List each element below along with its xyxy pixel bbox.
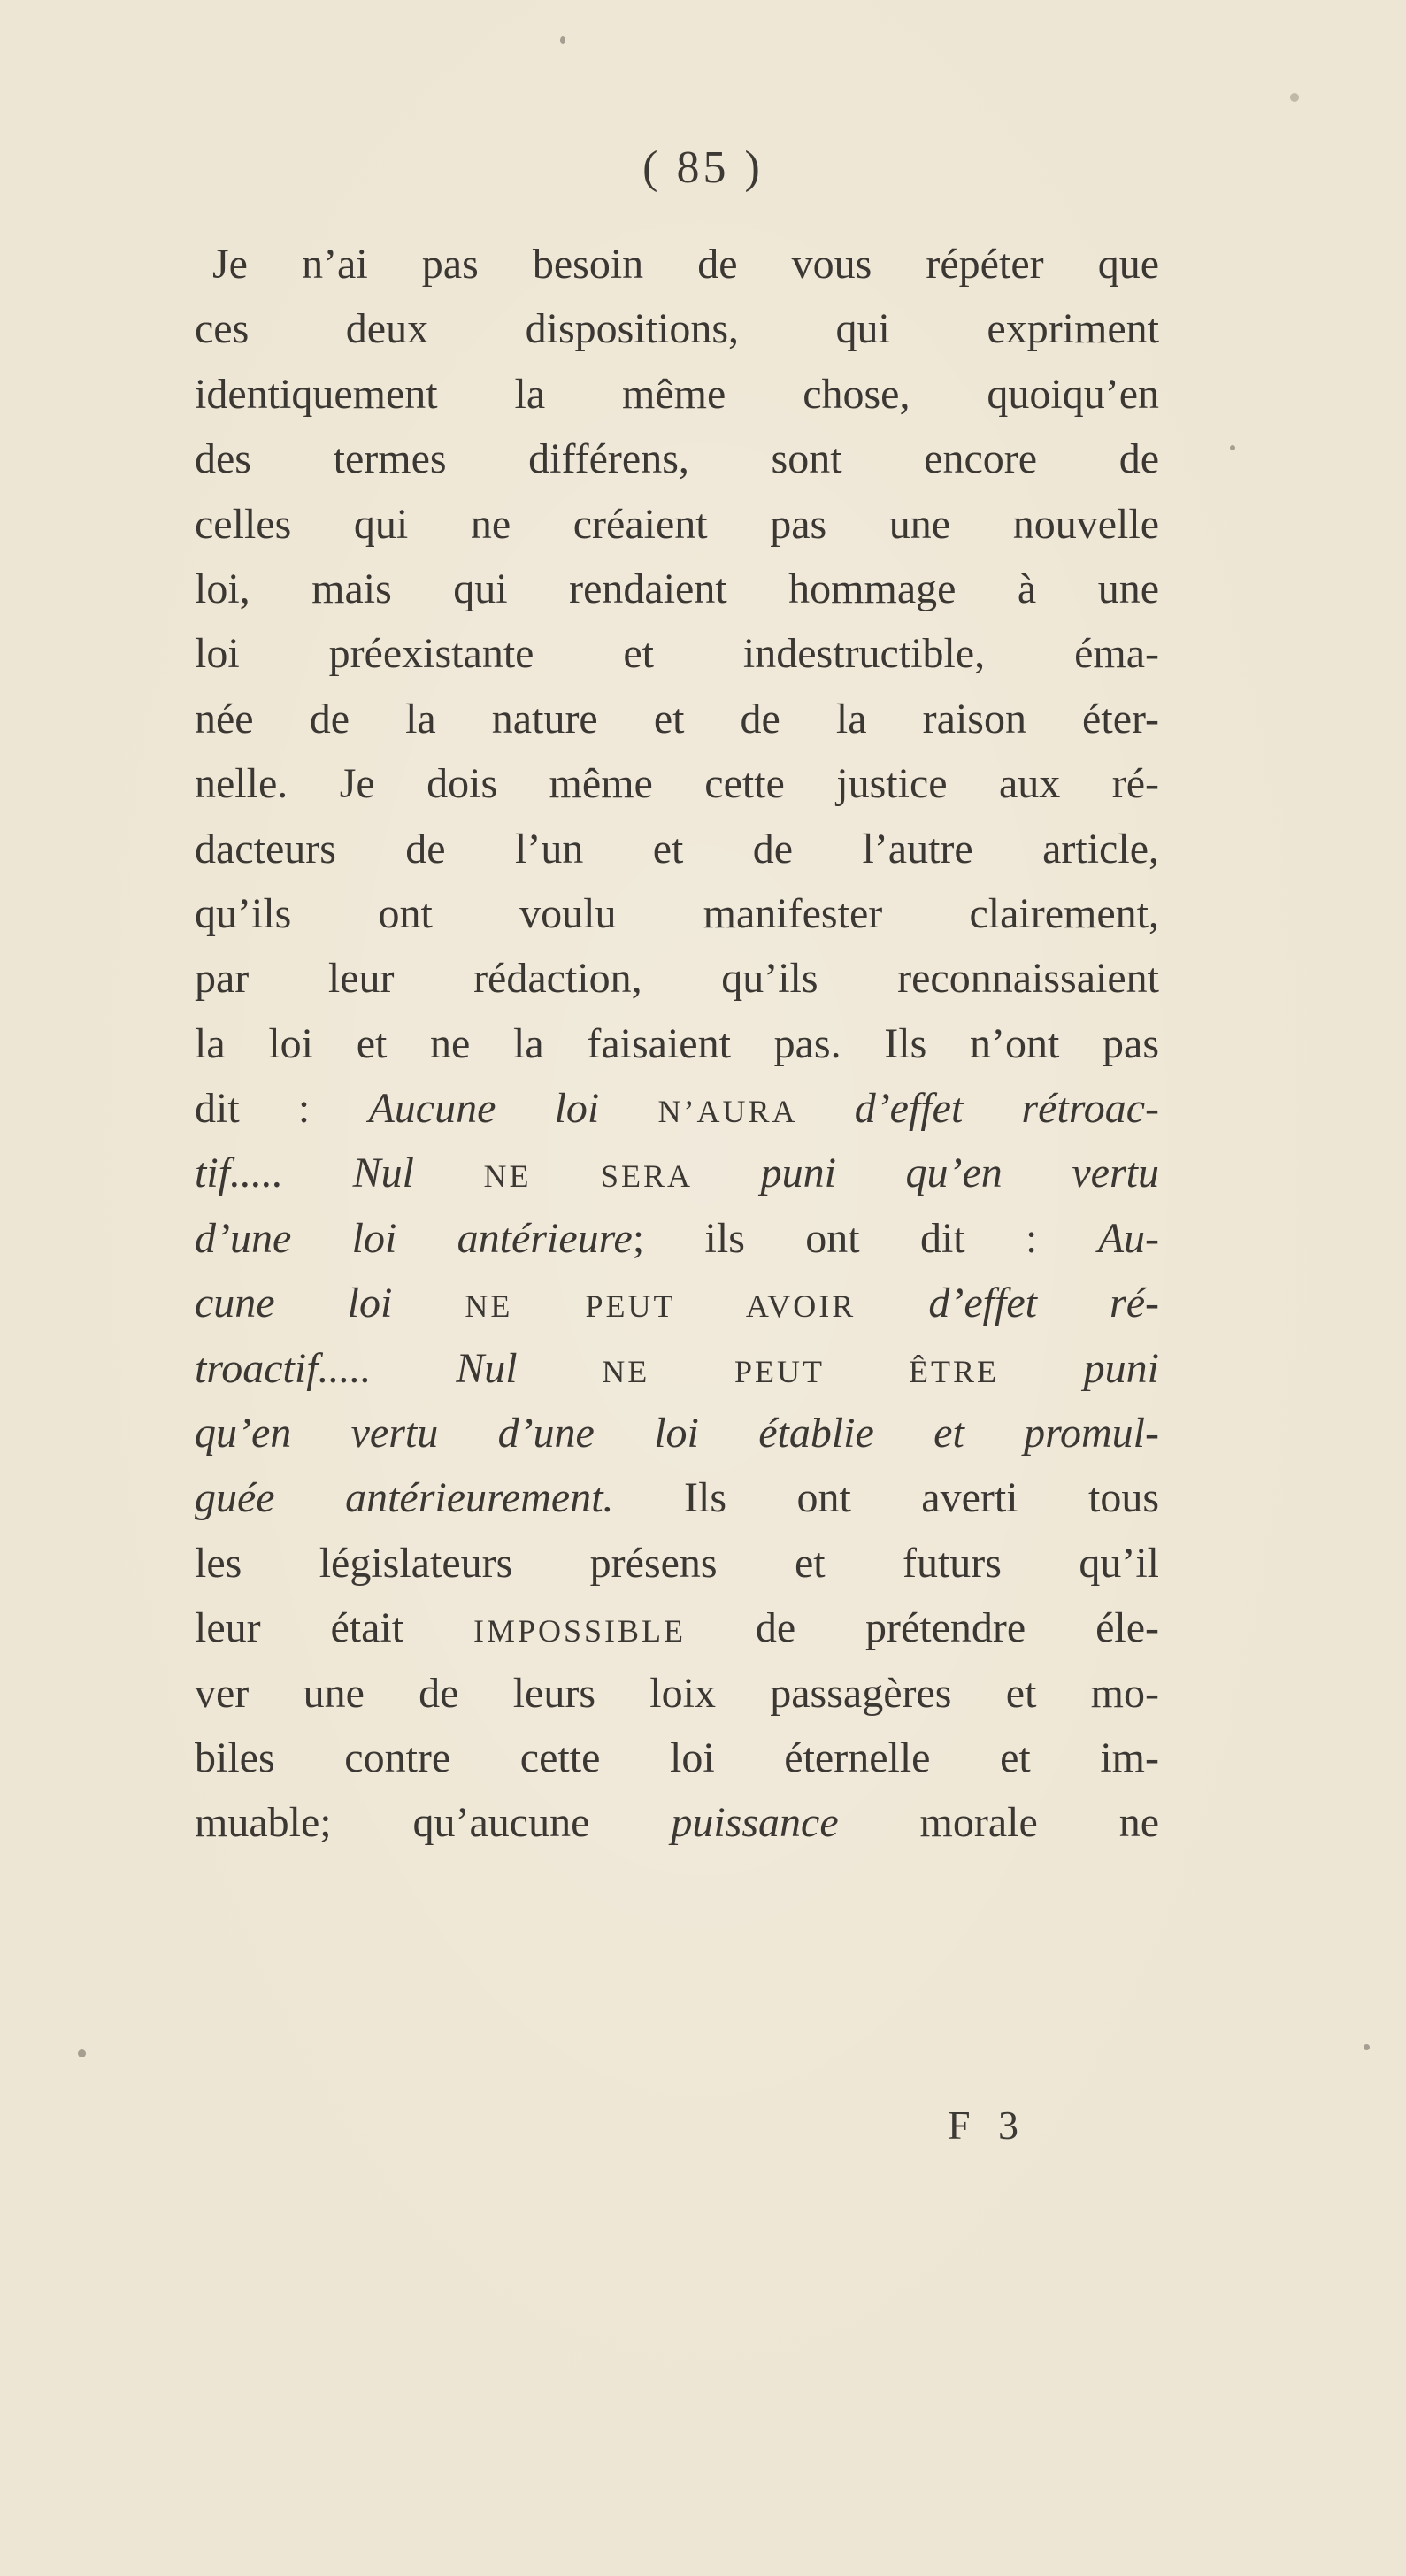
text-line xyxy=(195,1336,1159,1401)
italic-text: d’effet rétroac- xyxy=(854,1085,1160,1133)
text-segment: dacteurs de l’un et de l’autre article, xyxy=(195,825,1159,873)
italic-text: Au- xyxy=(1097,1214,1160,1262)
text-line xyxy=(195,751,1159,816)
text-line xyxy=(195,1531,1159,1596)
italic-text: tif..... Nul xyxy=(195,1150,414,1197)
text-segment: muable; qu’aucune xyxy=(195,1799,672,1847)
text-segment: des termes différens, sont encore de xyxy=(195,435,1159,483)
text-segment: loi, mais qui rendaient hommage à une xyxy=(195,565,1159,612)
text-line xyxy=(195,1465,1159,1530)
text-segment: biles contre cette loi éternelle et im- xyxy=(195,1734,1159,1781)
text-line xyxy=(195,492,1159,557)
italic-text: troactif..... Nul xyxy=(195,1344,518,1392)
text-segment: de prétendre éle- xyxy=(686,1604,1160,1652)
text-line xyxy=(195,621,1159,686)
text-segment: identiquement la même chose, quoiqu’en xyxy=(195,370,1159,418)
text-segment: ces deux dispositions, qui expriment xyxy=(195,305,1159,353)
text-line xyxy=(195,881,1159,946)
text-segment: née de la nature et de la raison éter- xyxy=(195,695,1159,742)
text-segment: celles qui ne créaient pas une nouvelle xyxy=(195,500,1159,548)
small-caps-text: NE PEUT ÊTRE xyxy=(517,1353,1084,1389)
paper-speck xyxy=(1364,2044,1370,2050)
small-caps-text: IMPOSSIBLE xyxy=(473,1613,686,1649)
text-line xyxy=(195,1726,1159,1790)
text-line xyxy=(195,1141,1159,1205)
italic-text: puni qu’en vertu xyxy=(760,1150,1159,1197)
italic-text: Aucune loi xyxy=(368,1085,600,1133)
text-line xyxy=(195,296,1159,361)
text-line xyxy=(195,427,1159,491)
text-line xyxy=(195,817,1159,881)
text-segment: loi préexistante et indestructible, éma- xyxy=(195,630,1159,678)
text-segment: la loi et ne la faisaient pas. Ils n’ont pas xyxy=(195,1019,1159,1067)
text-line xyxy=(195,1076,1159,1141)
text-line xyxy=(195,362,1159,427)
small-caps-text: NE PEUT AVOIR xyxy=(392,1288,929,1325)
signature-mark: F 3 xyxy=(947,2103,1028,2148)
small-caps-text: N’AURA xyxy=(599,1094,855,1130)
text-line xyxy=(195,1206,1159,1271)
italic-text: puissance xyxy=(671,1799,839,1847)
text-line xyxy=(195,1790,1159,1855)
text-segment: par leur rédaction, qu’ils reconnaissaient xyxy=(195,955,1159,1003)
text-segment: qu’ils ont voulu manifester clairement, xyxy=(195,889,1159,937)
italic-text: qu’en vertu d’une loi établie et promul- xyxy=(195,1410,1159,1457)
text-line xyxy=(195,1011,1159,1076)
text-line xyxy=(195,1596,1159,1660)
text-segment: leur était xyxy=(195,1604,473,1652)
italic-text: cune loi xyxy=(195,1280,393,1327)
page-number: ( 85 ) xyxy=(642,142,764,193)
text-line xyxy=(195,687,1159,751)
italic-text: d’une loi antérieure xyxy=(195,1214,633,1262)
small-caps-text: NE SERA xyxy=(413,1158,761,1195)
paper-speck xyxy=(78,2049,86,2057)
paper-speck xyxy=(1230,445,1235,450)
body-text xyxy=(195,232,1159,1856)
text-line xyxy=(195,946,1159,1011)
text-segment: nelle. Je dois même cette justice aux ré- xyxy=(195,760,1159,808)
italic-text: puni xyxy=(1083,1344,1159,1392)
text-segment: ver une de leurs loix passagères et mo- xyxy=(195,1669,1159,1717)
text-line xyxy=(195,557,1159,621)
paper-speck xyxy=(1290,93,1299,102)
text-segment: morale ne xyxy=(838,1799,1159,1847)
text-segment: dit : xyxy=(195,1085,369,1133)
text-line xyxy=(195,1661,1159,1726)
text-segment: Ils ont averti tous xyxy=(613,1474,1160,1522)
italic-text: guée antérieurement. xyxy=(195,1474,614,1522)
text-line xyxy=(195,1401,1159,1465)
italic-text: d’effet ré- xyxy=(928,1280,1159,1327)
paper-speck xyxy=(560,36,565,44)
text-segment: Je n’ai pas besoin de vous répéter que xyxy=(212,241,1159,288)
text-segment: les législateurs présens et futurs qu’il xyxy=(195,1539,1159,1587)
text-line xyxy=(195,1271,1159,1335)
text-segment: ; ils ont dit : xyxy=(632,1214,1098,1262)
text-line xyxy=(195,232,1159,296)
